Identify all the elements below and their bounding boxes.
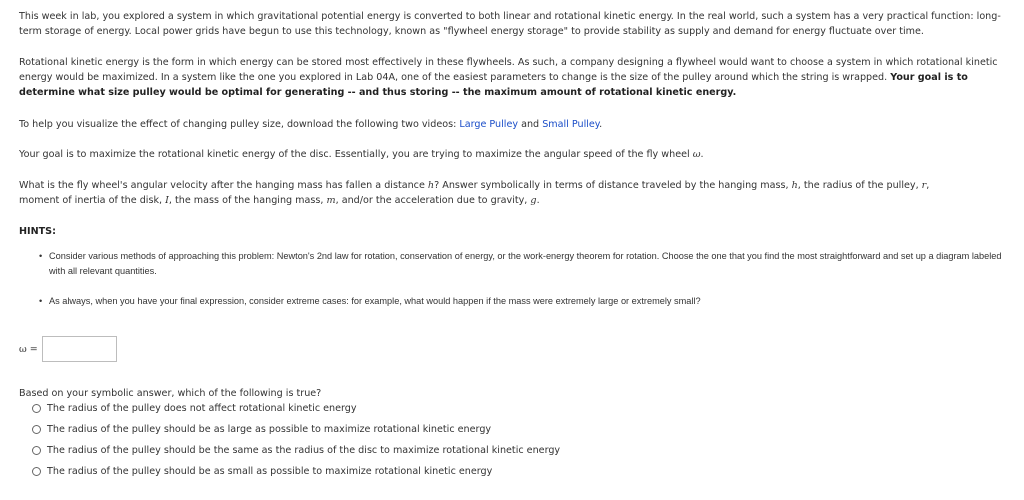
goal-paragraph bbox=[19, 55, 1014, 100]
maximize-paragraph bbox=[19, 147, 1014, 162]
var-I: I bbox=[165, 195, 169, 206]
question-text-h: . bbox=[536, 195, 540, 206]
radio-button[interactable] bbox=[32, 446, 41, 455]
small-pulley-link[interactable]: Small Pulley bbox=[542, 119, 600, 130]
videos-end: . bbox=[599, 119, 603, 130]
var-h2: h bbox=[791, 180, 798, 191]
var-g: g bbox=[530, 195, 537, 206]
radio-button[interactable] bbox=[32, 404, 41, 413]
mc-option[interactable] bbox=[32, 401, 357, 415]
question-text-a: What is the fly wheel's angular velocity after the hanging mass has fallen a distance bbox=[19, 180, 428, 191]
omega-answer-input[interactable] bbox=[42, 336, 117, 362]
mc-option-label: The radius of the pulley should be as small as possible to maximize rotational kinetic energy bbox=[47, 465, 493, 477]
question-text-b: ? Answer symbolically in terms of distance traveled by the hanging mass, bbox=[434, 180, 792, 191]
maximize-text: Your goal is to maximize the rotational kinetic energy of the disc. Essentially, you are trying to maximize the angular speed of the fly wheel bbox=[19, 149, 693, 160]
radio-button[interactable] bbox=[32, 425, 41, 434]
mc-option[interactable] bbox=[32, 443, 560, 457]
maximize-end: . bbox=[700, 149, 704, 160]
radio-button[interactable] bbox=[32, 467, 41, 476]
question-paragraph bbox=[19, 178, 1014, 208]
goal-statement: Your goal is to determine what size pulley would be optimal for generating -- and thus storing -- the maximum amount of rotational kinetic energy. bbox=[19, 72, 968, 98]
mc-option[interactable] bbox=[32, 464, 492, 478]
bullet-icon: • bbox=[39, 251, 43, 261]
var-h: h bbox=[427, 180, 435, 191]
question-text-g: , and/or the acceleration due to gravity, bbox=[335, 195, 531, 206]
answer-label: ω = bbox=[19, 344, 38, 355]
goal-paragraph-text: Rotational kinetic energy is the form in which energy can be stored most effectively in these flywheels. As such, a company designing a flywheel would want to choose a system in which rotational kinetic energy would be maximized. In a system like the one you explored in Lab 04A, one of the easiest parameters to change is the size of the pulley around which the string is wrapped. bbox=[19, 57, 998, 83]
question-text-e: moment of inertia of the disk, bbox=[19, 195, 166, 206]
hint-item: Consider various methods of approaching this problem: Newton's 2nd law for rotation, conservation of energy, or the work-energy theorem for rotation. Choose the one that you find the most straightforward and set up a diagram labeled with all relevant quantities. bbox=[49, 251, 1002, 276]
var-m: m bbox=[326, 195, 336, 206]
bullet-icon: • bbox=[39, 296, 43, 306]
omega-symbol: ω bbox=[692, 149, 701, 160]
videos-paragraph bbox=[19, 117, 1014, 132]
mc-option[interactable] bbox=[32, 422, 491, 436]
intro-paragraph: This week in lab, you explored a system in which gravitational potential energy is converted to both linear and rotational kinetic energy. In the real world, such a system has a very practical function: long-term storage of energy. Local power grids have begun to use this technology, known as "flywheel energy storage" to provide stability as supply and demand for energy fluctuate over time. bbox=[19, 11, 1001, 37]
large-pulley-link[interactable]: Large Pulley bbox=[459, 119, 519, 130]
hints-title: HINTS: bbox=[19, 226, 56, 237]
mc-prompt: Based on your symbolic answer, which of the following is true? bbox=[19, 388, 322, 399]
hint-item: As always, when you have your final expression, consider extreme cases: for example, what would happen if the mass were extremely large or extremely small? bbox=[49, 296, 701, 306]
videos-and: and bbox=[518, 119, 543, 130]
videos-lead: To help you visualize the effect of changing pulley size, download the following two videos: bbox=[19, 119, 460, 130]
question-text-f: , the mass of the hanging mass, bbox=[168, 195, 327, 206]
mc-option-label: The radius of the pulley does not affect rotational kinetic energy bbox=[47, 402, 357, 414]
question-text-c: , the radius of the pulley, bbox=[797, 180, 922, 191]
mc-option-label: The radius of the pulley should be as large as possible to maximize rotational kinetic energy bbox=[47, 423, 492, 435]
question-text-d: , bbox=[926, 180, 930, 191]
var-r: r bbox=[921, 180, 927, 191]
mc-option-label: The radius of the pulley should be the same as the radius of the disc to maximize rotational kinetic energy bbox=[47, 444, 561, 456]
